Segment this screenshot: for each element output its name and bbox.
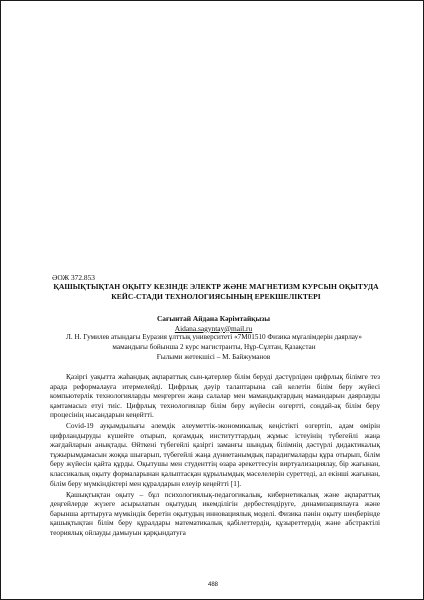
paragraph-3: Қашықтықтан оқыту – бұл психологиялық-педагогикалық, кибернетикалық және ақпараттық деңгейлерде жүзеге асырылатын оқытудың икемділігін дербестендіруге, динамизациялауға және барынша арттыруға мүмкіндік беретін оқытудың инновациялық моделі. Физика пәнін оқыту шеңберінде қашықтықтан білім беру құралдары математикалық қабілеттердің, құзыреттердің және абстрактілі теориялық ойлауды дамыуын қарқындатуға xyxy=(50,489,380,537)
author-name: Сағынтай Айдана Кәрімтайқызы xyxy=(156,314,271,323)
udk-code: ӘОЖ 372.853 xyxy=(52,273,95,282)
paragraph-1: Қазіргі уақытта жаһандық ақпараттық сын-қатерлер білім беруді дәстүрліден цифрлық білімге тез арада реформалауға итермелейді. Цифрлық дәуір талаптарына сай келетін білім беру жүйесі компьютерлік технологияларды меңгерген жаңа салалар мен мамандықтардың мамандарын даярлауды қамтамасыз етуі тиіс. Цифрлық технологиялар білім беру жүйесін өзгертті, сондай-ақ білім беру процесінің нысандарын кеңейтті. xyxy=(50,372,380,420)
author-affiliation: Л. Н. Гумилев атындағы Еуразия ұлттық университеті «7М01510 Физика мұғалімдерін даярлау» мамандығы бойынша 2 курс магистранты, Нұр-Сұлтан, Қазақстан xyxy=(65,333,362,351)
page-number: 488 xyxy=(207,582,218,588)
supervisor-line: Ғылыми жетекшісі – М. Байжуманов xyxy=(156,353,271,361)
paragraph-2: Covid-19 ауқымдылығы әлемдік әлеуметтік-экономикалық кеңістікті өзгертіп, адам өмірін цифрландыруды күшейте отырып, қоғамдық институттардың жұмыс істеуінің түбегейлі жаңа жағдайларын анықтады. Өйткені түбегейлі қазіргі заманғы шындық білімнің дәстүрлі дидактикалық тұжырымдамасын жоққа шығарып, түбегейлі жаңа дүниетанымдық парадигмаларды құра отырып, білім беру жүйесін қайта құрды. Оқытушы мен студенттің өзара әрекеттесуін виртуализациялау, бір жағынан, классикалық оқыту формаларынан қалыптасқан құрылымдық мәселелерін суреттеді, ал екінші жағынан, білім беру мүмкіндіктері мен құралдарын елеуір кеңейтті [1]. xyxy=(50,421,380,488)
paper-title: ҚАШЫҚТЫҚТАН ОҚЫТУ КЕЗІНДЕ ЭЛЕКТР ЖӘНЕ МАГНЕТИЗМ КУРСЫН ОҚЫТУДА КЕЙС-СТАДИ ТЕХНОЛОГИЯСЫНЫҢ ЕРЕКШЕЛІКТЕРІ xyxy=(53,282,379,301)
body-text xyxy=(50,372,380,539)
author-email[interactable]: Aidana.sagyntay@mail.ru xyxy=(174,323,253,333)
